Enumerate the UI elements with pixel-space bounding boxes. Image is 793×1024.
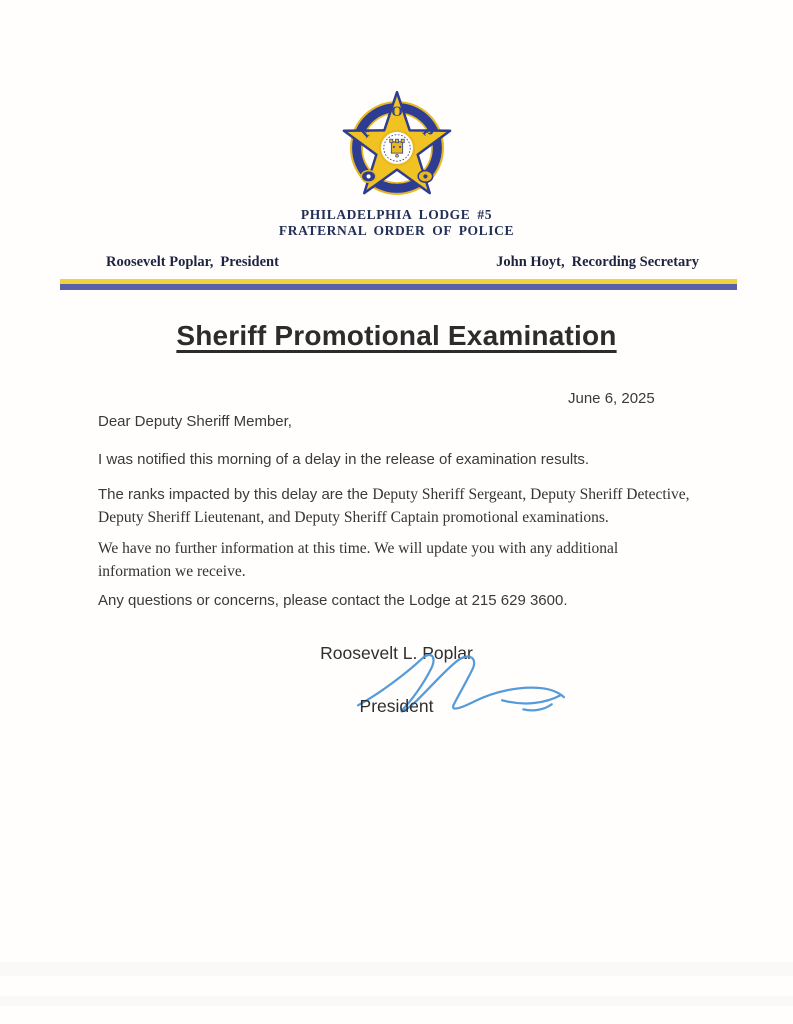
fop-star-logo-icon — [335, 90, 459, 208]
secretary-name: John Hoyt, — [496, 254, 565, 270]
organization-name — [0, 207, 793, 239]
signature-title: President — [359, 696, 434, 716]
header-divider — [60, 279, 737, 290]
logo-letter-p: P — [418, 123, 436, 142]
paragraph-ranks — [98, 483, 698, 529]
officers-row — [106, 254, 699, 271]
divider-blue-stripe — [60, 284, 737, 290]
paragraph-ranks-serif: Deputy Sheriff Sergeant, Deputy Sheriff Detective, Deputy Sheriff Lieutenant, and Deputy Sheriff Captain promotional examinations. — [98, 486, 690, 526]
secretary-title: Recording Secretary — [571, 254, 699, 270]
paragraph-contact: Any questions or concerns, please contact the Lodge at 215 629 3600. — [98, 592, 568, 609]
salutation: Dear Deputy Sheriff Member, — [98, 413, 292, 430]
president-name: Roosevelt Poplar, — [106, 254, 214, 270]
org-line-fop: FRATERNAL ORDER OF POLICE — [278, 223, 515, 238]
paragraph-notified: I was notified this morning of a delay in the release of examination results. — [98, 451, 590, 468]
paragraph-ranks-sans: The ranks impacted by this delay are the — [98, 486, 373, 503]
paragraph-no-further-info: We have no further information at this time. We will update you with any additional information we receive. — [98, 540, 619, 580]
officer-left — [106, 254, 279, 271]
logo-letter-f: F — [357, 123, 375, 142]
org-line-lodge: PHILADELPHIA LODGE #5 — [300, 207, 493, 222]
signature-name: Roosevelt L. Poplar — [320, 643, 473, 663]
logo-block — [0, 90, 793, 213]
officer-right — [496, 254, 699, 271]
scan-artifact — [0, 962, 793, 976]
president-title: President — [220, 254, 279, 270]
scan-artifact — [0, 996, 793, 1006]
logo-letter-o: O — [390, 103, 403, 120]
letter-title: Sheriff Promotional Examination — [176, 320, 617, 351]
letter-date: June 6, 2025 — [568, 390, 655, 407]
